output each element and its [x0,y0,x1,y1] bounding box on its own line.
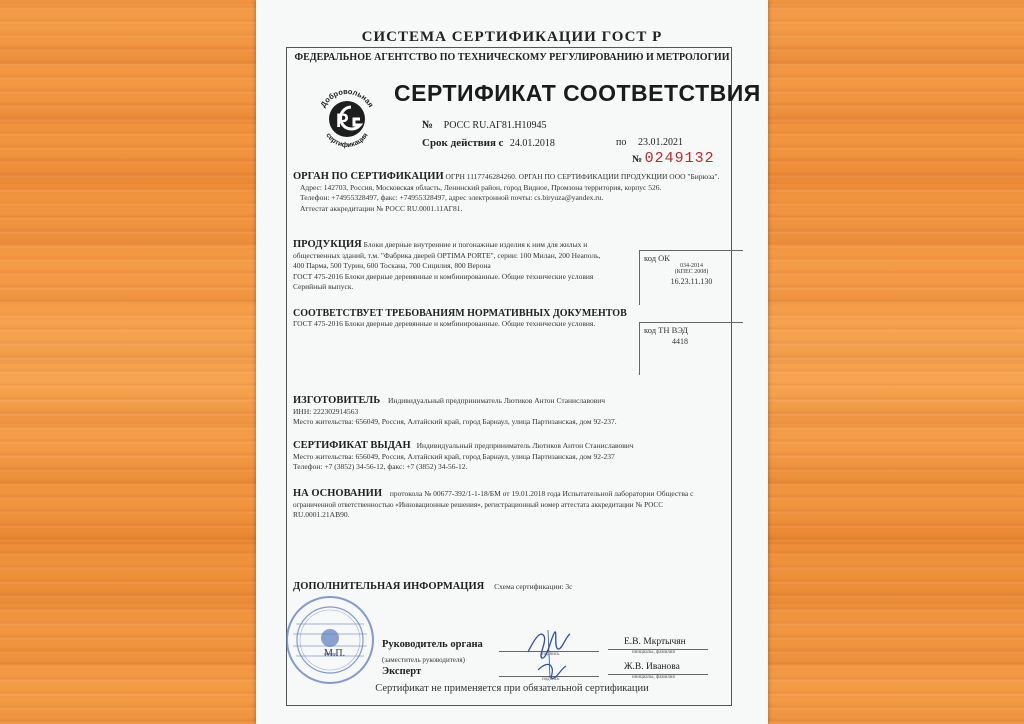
tnved-code-box [639,322,743,375]
registration-number-value: РОСС RU.АГ81.Н10945 [443,120,547,131]
conformity-heading: СООТВЕТСТВУЕТ ТРЕБОВАНИЯМ НОРМАТИВНЫХ ДОКУМЕНТОВ [293,308,627,319]
manufacturer-inn: ИНН: 222302914563 [293,406,359,416]
manufacturer-section [293,396,733,428]
certification-body-heading: ОРГАН ПО СЕРТИФИКАЦИИ [293,171,444,182]
certificate-document [256,0,768,724]
basis-line3: RU.0001.21АВ90. [293,510,350,519]
registration-no-label: № [422,119,434,131]
certification-body-line3: Телефон: +74955328497, факс: +74955328497, адрес электронной почты: cs.biryuza@yandex.ru. [300,193,604,202]
svg-text:P: P [336,111,349,132]
manufacturer-name: Индивидуальный предприниматель Лютиков Антон Станиславович [388,396,606,405]
certification-body-line4: Аттестат аккредитации № РОСС RU.0001.11АГ81. [300,203,463,213]
tnved-code-value: 4418 [672,337,688,346]
product-section [293,240,633,293]
serial-number-value: 0249132 [644,150,715,167]
additional-info-section [293,582,572,593]
expert-label: Эксперт [382,666,422,677]
additional-info-heading: ДОПОЛНИТЕЛЬНАЯ ИНФОРМАЦИЯ [293,581,485,592]
product-line1: Блоки дверные внутренние и погонажные изделия к ним для жилых и [363,240,588,249]
handwritten-signature [524,622,580,684]
product-line5: Серийный выпуск. [293,282,354,291]
product-line2: общественных зданий, т.м. "Фабрика дверей OPTIMA PORTE", серии: 100 Милан, 200 Неаполь, [293,250,601,260]
certification-body-line1: ОГРН 1117746284260. ОРГАН ПО СЕРТИФИКАЦИИ ПРОДУКЦИИ ООО "Бирюза". [445,172,720,181]
conformity-section [293,308,638,330]
serial-number [632,150,715,167]
conformity-line1: ГОСТ 475-2016 Блоки дверные деревянные и комбинированные. Общие технические условия. [293,319,596,328]
stamp-place-label: М.П. [324,648,346,659]
head-name-caption: инициалы, фамилия [632,650,675,655]
manufacturer-heading: ИЗГОТОВИТЕЛЬ [293,395,381,406]
product-line4: ГОСТ 475-2016 Блоки дверные деревянные и комбинированные. Общие технические условия [293,271,594,281]
product-heading: ПРОДУКЦИЯ [293,239,362,250]
deputy-head-label: (заместитель руководителя) [382,656,465,664]
validity-period [422,137,683,149]
okpd-code-label: код ОК [644,253,670,263]
okpd-code-standard2: (КПЕС 2008) [674,269,709,275]
document-title: СЕРТИФИКАТ СООТВЕТСТВИЯ [394,80,761,106]
serial-no-label: № [632,154,643,165]
basis-line2: ограниченной ответственностью «Инновационные решения», регистрационный номер аттестата аккредитации № РОСС [293,500,664,509]
issued-to-heading: СЕРТИФИКАТ ВЫДАН [293,440,411,451]
registration-number [422,119,547,131]
expert-signature-caption: подпись [542,677,560,682]
product-line3: 400 Парма, 500 Турин, 600 Тоскана, 700 Сицилия, 800 Верона [293,261,491,270]
validity-from-date: 24.01.2018 [509,138,555,149]
okpd-code-box [639,250,743,305]
agency-title: ФЕДЕРАЛЬНОЕ АГЕНТСТВО ПО ТЕХНИЧЕСКОМУ РЕГУЛИРОВАНИЮ И МЕТРОЛОГИИ [294,52,730,63]
okpd-code-value: 16.23.11.130 [670,277,713,286]
validity-label: Срок действия [422,137,496,149]
head-signature-caption: подпись [542,652,560,657]
gost-r-logo [314,85,380,151]
head-name: Е.В. Мкртычян [624,637,686,647]
certification-body-section [293,172,733,214]
okpd-code-standard: 034-2014 [680,263,703,269]
logo-bottom-text: сертификация [324,132,370,150]
basis-line1: протокола № 00677-392/1-1-18/БМ от 19.01.2018 года Испытательной лаборатории Общества с [389,489,694,498]
wood-background-right [768,0,1024,724]
footer-note: Сертификат не применяется при обязательной сертификации [375,683,649,694]
issued-to-section [293,441,733,473]
basis-heading: НА ОСНОВАНИИ [293,488,383,499]
expert-name-caption: инициалы, фамилия [632,675,675,680]
issued-to-address: Место жительства: 656049, Россия, Алтайский край, город Барнаул, улица Партизанская, дом 92-237 [293,451,615,461]
tnved-code-label: код ТН ВЭД [644,325,688,335]
expert-name: Ж.В. Иванова [624,662,680,672]
additional-info-text: Схема сертификации: 3с [494,582,573,591]
issued-to-name: Индивидуальный предприниматель Лютиков Антон Станиславович [416,441,634,450]
certification-system-title: СИСТЕМА СЕРТИФИКАЦИИ ГОСТ Р [361,29,663,45]
basis-section [293,489,733,521]
validity-to-date: 23.01.2021 [638,137,683,148]
wood-background-left [0,0,256,724]
logo-top-text: Добровольная [318,86,376,109]
certification-body-line2: Адрес: 142703, Россия, Московская область, Ленинский район, город Видное, Промзона территория, корпус 526. [300,182,662,192]
head-of-body-label: Руководитель органа [382,639,483,650]
official-stamp [284,594,376,686]
validity-from-label: с [498,137,504,149]
validity-to-label: по [616,137,627,148]
manufacturer-address: Место жительства: 656049, Россия, Алтайский край, город Барнаул, улица Партизанская, дом 92-237. [293,417,617,426]
issued-to-phone: Телефон: +7 (3852) 34-56-12, факс: +7 (3852) 34-56-12. [293,462,468,471]
